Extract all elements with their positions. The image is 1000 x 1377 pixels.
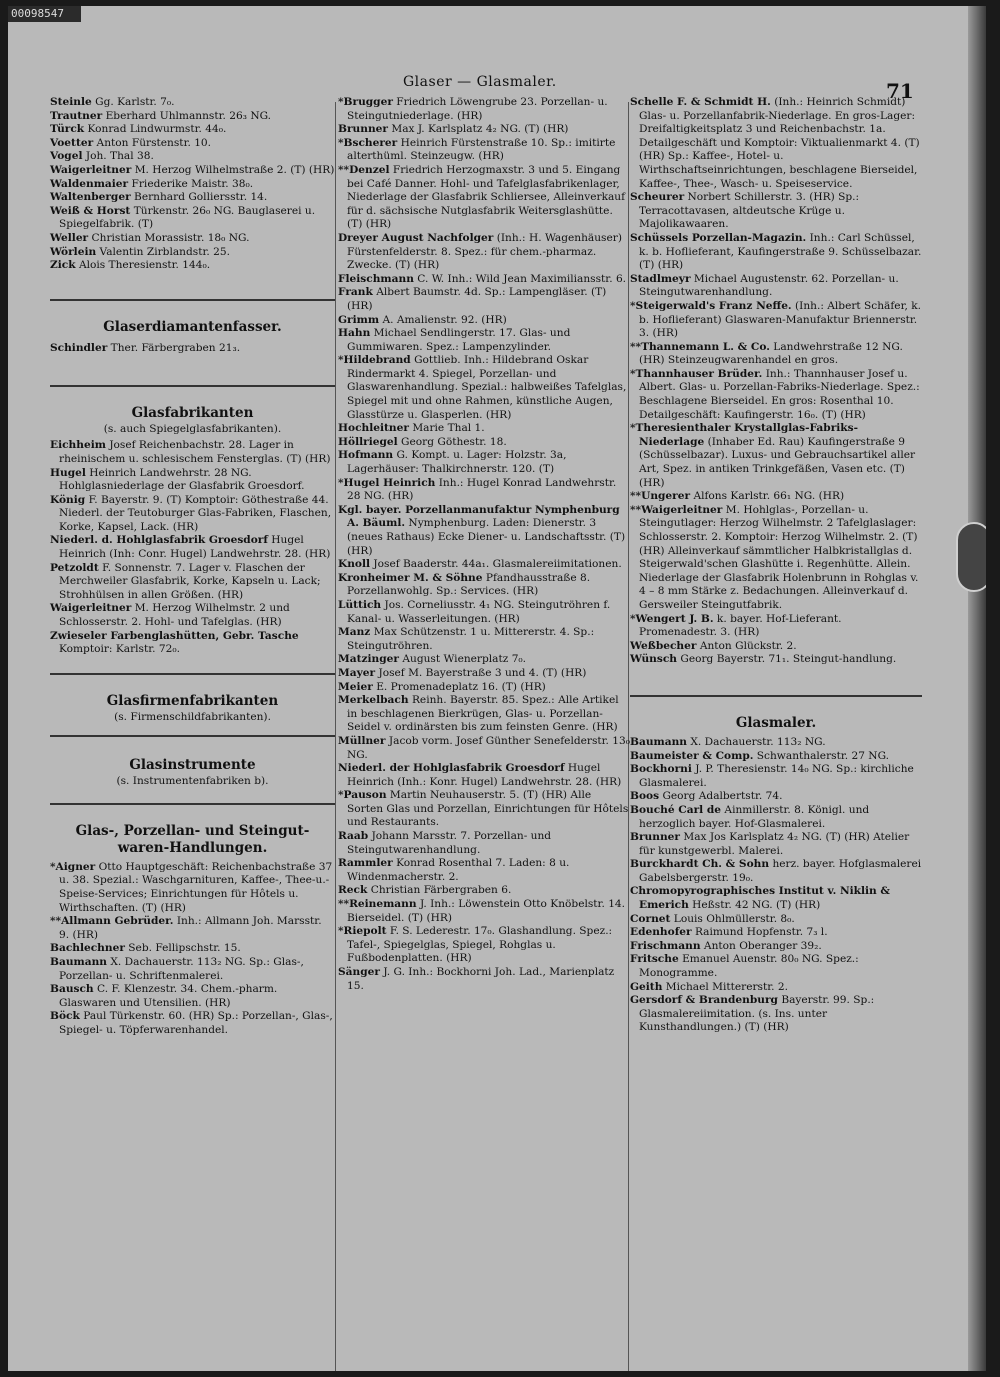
directory-entry <box>50 110 335 124</box>
entry-name: Dreyer August Nachfolger <box>338 231 494 244</box>
entry-name: Rammler <box>338 857 393 870</box>
entry-text: Albert Baumstr. 4d. Sp.: Lampengläser. (T) (HR) <box>347 286 607 312</box>
entry-text: Anton Oberanger 39₂. <box>703 939 822 952</box>
entry-name: Petzoldt <box>50 561 99 574</box>
entry-list <box>50 861 335 1038</box>
entry-name: Baumeister & Comp. <box>630 749 754 762</box>
entry-name: Eichheim <box>50 439 106 452</box>
entry-name: **Thannemann L. & Co. <box>630 340 770 353</box>
directory-entry <box>50 956 335 983</box>
directory-entry <box>338 137 630 164</box>
directory-entry <box>630 885 922 912</box>
entry-text: Konrad Lindwurmstr. 44₀. <box>87 123 227 136</box>
entry-text: M. Hohlglas-, Porzellan- u. Steingutlager: Herzog Wilhelmstr. 2 Tafelglaslager: Schlosserstr. 2. Komptoir: Herzog Wilhelmstr. 2. (T) (HR) Alleinverkauf sämmtlicher Halbkristallglas d. Steigerwald'schen Glashütte i. Regenhütte. Allein. Niederlage der Glasfabrik Holenbrunn in Rohglas v. 4 – 8 mm Stärke z. Bedachungen. Alleinverkauf d. Gersweiler Steingutfabrik. <box>639 503 919 611</box>
directory-entry <box>630 790 922 804</box>
entry-name: Merkelbach <box>338 694 409 707</box>
directory-entry <box>50 534 335 561</box>
directory-entry <box>630 191 922 232</box>
directory-entry <box>50 342 335 356</box>
entry-name: Cornet <box>630 912 671 925</box>
entry-list <box>50 439 335 657</box>
entry-text: August Wienerplatz 7₀. <box>402 653 527 666</box>
directory-entry <box>50 259 335 273</box>
directory-entry <box>338 898 630 925</box>
entry-name: Bausch <box>50 983 94 996</box>
section-note: (s. Instrumentenfabriken b). <box>116 774 269 787</box>
entry-text: Valentin Zirblandstr. 25. <box>99 245 230 258</box>
directory-entry <box>338 667 630 681</box>
entry-name: **Allmann Gebrüder. <box>50 915 174 928</box>
directory-entry <box>630 341 922 368</box>
directory-entry <box>338 762 630 789</box>
directory-entry <box>50 861 335 915</box>
entry-text: Joh. Thal 38. <box>85 150 154 163</box>
section-note: (s. Firmenschildfabrikanten). <box>114 710 271 723</box>
entry-name: Brunner <box>338 123 388 136</box>
entry-text: Raimund Hopfenstr. 7₃ l. <box>694 926 828 939</box>
entry-name: Wörlein <box>50 245 97 258</box>
entry-list <box>630 736 922 1035</box>
entry-text: Gg. Karlstr. 7₀. <box>95 96 175 108</box>
directory-entry <box>630 613 922 640</box>
directory-entry <box>338 273 630 287</box>
directory-entry <box>50 178 335 192</box>
directory-entry <box>50 164 335 178</box>
entry-name: Zick <box>50 259 76 272</box>
directory-entry <box>338 164 630 232</box>
entry-name: *Aigner <box>50 860 96 873</box>
entry-name: Reck <box>338 884 368 897</box>
entry-text: k. bayer. Hof-Lieferant. Promenadestr. 3. (HR) <box>639 612 842 639</box>
entry-name: Schüssels Porzellan-Magazin. <box>630 231 807 244</box>
entry-name: Frischmann <box>630 939 701 952</box>
entry-text: Inh.: Hugel Konrad Landwehrstr. 28 NG. (HR) <box>347 476 617 503</box>
entry-text: F. Bayerstr. 9. (T) Komptoir: Göthestraße 44. Niederl. der Teutoburger Glas-Fabriken, Flaschen, Korke, Kapsel, Lack. (HR) <box>59 493 332 533</box>
entry-text: Emanuel Auenstr. 80₀ NG. Spez.: Monogramme. <box>639 953 859 980</box>
directory-entry <box>338 477 630 504</box>
directory-entry <box>630 504 922 613</box>
entry-name: **Waigerleitner <box>630 503 723 516</box>
entry-text: J. P. Theresienstr. 14₀ NG. Sp.: kirchliche Glasmalerei. <box>639 763 914 789</box>
entry-name: Trautner <box>50 109 103 122</box>
entry-text: Pfandhausstraße 8. Porzellanwohlg. Sp.: Services. (HR) <box>347 571 591 598</box>
entry-name: Chromopyrographisches Institut v. Niklin & Emerich <box>630 885 890 912</box>
directory-entry <box>630 422 922 490</box>
entry-name: Manz <box>338 626 371 639</box>
entry-name: Hofmann <box>338 449 394 462</box>
entry-list <box>338 96 630 993</box>
entry-name: Steinle <box>50 96 92 108</box>
directory-entry <box>50 915 335 942</box>
directory-entry <box>338 572 630 599</box>
directory-entry <box>338 558 630 572</box>
entry-text: Heinrich Fürstenstraße 10. Sp.: imitirte alterthüml. Steinzeugw. (HR) <box>347 136 616 163</box>
entry-text: Georg Adalbertstr. 74. <box>662 790 783 803</box>
section-title-glas-porzellan-steingutwaren: Glas-, Porzellan- und Steingut-waren-Handlungen. <box>75 822 310 856</box>
entry-text: Friedrich Löwengrube 23. Porzellan- u. Steingutniederlage. (HR) <box>347 96 608 122</box>
entry-text: X. Dachauerstr. 113₂ NG. Sp.: Glas-, Porzellan- u. Schriftenmalerei. <box>59 955 304 982</box>
directory-entry <box>338 830 630 857</box>
entry-list <box>50 96 335 273</box>
entry-name: *Steigerwald's Franz Neffe. <box>630 299 792 312</box>
entry-text: M. Herzog Wilhelmstraße 2. (T) (HR) <box>134 163 335 176</box>
column-divider <box>335 102 336 1371</box>
directory-entry <box>630 273 922 300</box>
entry-name: Niederl. der Hohlglasfabrik Groesdorf <box>338 762 565 775</box>
entry-name: Baumann <box>630 735 687 748</box>
entry-name: Stadlmeyr <box>630 272 691 285</box>
directory-entry <box>338 735 630 762</box>
directory-entry <box>338 327 630 354</box>
entry-name: *Thannhauser Brüder. <box>630 367 763 380</box>
entry-text: Türkenstr. 26₀ NG. Bauglaserei u. Spiegelfabrik. (T) <box>59 204 316 231</box>
entry-name: Sänger <box>338 966 380 978</box>
directory-entry <box>630 490 922 504</box>
directory-entry <box>338 653 630 667</box>
entry-text: Georg Bayerstr. 71₁. Steingut-handlung. <box>680 653 897 666</box>
entry-name: Waigerleitner <box>50 163 132 176</box>
entry-name: Geith <box>630 980 663 993</box>
entry-name: Lüttich <box>338 598 382 611</box>
entry-text: Christian Färbergraben 6. <box>370 884 512 897</box>
entry-name: Türck <box>50 123 85 136</box>
entry-text: Michael Mittererstr. 2. <box>665 980 788 993</box>
directory-entry <box>630 96 922 191</box>
directory-entry <box>630 926 922 940</box>
directory-entry <box>338 925 630 966</box>
book-page <box>8 6 986 1371</box>
book-page-edge <box>968 6 986 1371</box>
entry-text: Georg Göthestr. 18. <box>401 435 507 448</box>
entry-name: Knoll <box>338 558 371 571</box>
directory-entry <box>630 232 922 273</box>
entry-text: A. Amalienstr. 92. (HR) <box>382 313 507 326</box>
directory-entry <box>630 300 922 341</box>
entry-text: Inh.: Thannhauser Josef u. Albert. Glas- u. Porzellan-Fabriks-Niederlage. Spez.: Beschlagene Bierseidel. En gros: Rosenthal 10. Detailgeschäft: Kaufingerstr. 16₀. (T) (HR) <box>639 367 920 421</box>
entry-text: Reinh. Bayerstr. 85. Spez.: Alle Artikel in beschlagenen Bierkrügen, Glas- u. Porzellan-Seidel v. ordinärsten bis zum feinsten Genre. (HR) <box>347 694 619 734</box>
entry-text: Alois Theresienstr. 144₀. <box>78 259 211 272</box>
entry-name: Hahn <box>338 327 371 340</box>
entry-list <box>630 96 922 667</box>
entry-name: *Brugger <box>338 96 393 108</box>
entry-name: Kgl. bayer. Porzellanmanufaktur Nymphenburg A. Bäuml. <box>338 503 620 530</box>
directory-entry <box>338 966 630 993</box>
entry-name: Burckhardt Ch. & Sohn <box>630 858 770 871</box>
directory-entry <box>338 504 630 558</box>
directory-entry <box>338 436 630 450</box>
directory-entry <box>338 314 630 328</box>
entry-name: *Wengert J. B. <box>630 612 714 625</box>
entry-name: Schelle F. & Schmidt H. <box>630 96 771 108</box>
entry-text: (Inh.: H. Wagenhäuser) Fürstenfelderstr. 8. Spez.: für chem.-pharmaz. Zwecke. (T) (HR) <box>347 231 622 272</box>
entry-text: Christian Morassistr. 18₀ NG. <box>91 231 250 244</box>
directory-entry <box>338 422 630 436</box>
entry-name: *Hugel Heinrich <box>338 476 436 489</box>
entry-list <box>50 342 335 356</box>
directory-entry <box>338 286 630 313</box>
entry-text: G. Kompt. u. Lager: Holzstr. 3a, Lagerhäuser: Thalkirchnerstr. 120. (T) <box>347 449 567 476</box>
entry-text: (Inhaber Ed. Rau) Kaufingerstraße 9 (Schüsselbazar). Luxus- und Gebrauchsartikel aller Art, Spez. in antiken Trinkgefäßen, Vasen etc. (T) (HR) <box>639 435 916 489</box>
entry-name: Raab <box>338 830 369 843</box>
entry-text: Inh.: Carl Schüssel, k. b. Hoflieferant, Kaufingerstraße 9. Schüsselbazar. (T) (HR) <box>639 231 922 272</box>
entry-name: Edenhofer <box>630 926 692 939</box>
directory-entry <box>50 494 335 535</box>
entry-name: Schindler <box>50 341 108 354</box>
entry-name: Bachlechner <box>50 942 125 955</box>
entry-name: Böck <box>50 1010 80 1023</box>
directory-entry <box>50 232 335 246</box>
entry-text: Louis Ohlmüllerstr. 8₀. <box>673 912 795 925</box>
directory-entry <box>50 562 335 603</box>
column-1 <box>50 96 335 1038</box>
entry-text: Friedrich Herzogmaxstr. 3 und 5. Eingang bei Café Danner. Hohl- und Tafelglasfabrikenlager, Niederlage der Glasfabrik Schliersee, Alleinverkauf für d. sächsische Nutglasfabrik Weitersglashütte. (T) (HR) <box>347 163 626 231</box>
entry-name: Gersdorf & Brandenburg <box>630 994 778 1007</box>
entry-name: Brunner <box>630 831 680 844</box>
directory-entry <box>630 804 922 831</box>
entry-name: Bockhorni <box>630 763 692 776</box>
entry-name: Baumann <box>50 955 107 968</box>
directory-entry <box>338 354 630 422</box>
directory-entry <box>50 123 335 137</box>
directory-entry <box>50 439 335 466</box>
directory-entry <box>50 983 335 1010</box>
entry-name: *Pauson <box>338 789 387 802</box>
entry-text: Josef Baaderstr. 44a₁. Glasmalereiimitationen. <box>373 558 622 571</box>
directory-entry <box>338 681 630 695</box>
entry-text: Max Schützenstr. 1 u. Mittererstr. 4. Sp.: Steingutröhren. <box>347 626 595 652</box>
entry-text: M. Herzog Wilhelmstr. 2 und Schlosserstr. 2. Hohl- und Tafelglas. (HR) <box>59 602 290 629</box>
entry-name: *Hildebrand <box>338 354 411 367</box>
directory-entry <box>630 953 922 980</box>
entry-name: Frank <box>338 286 373 299</box>
entry-text: Paul Türkenstr. 60. (HR) Sp.: Porzellan-, Glas-, Spiegel- u. Töpferwarenhandel. <box>59 1010 333 1036</box>
entry-name: Weller <box>50 231 89 244</box>
entry-text: Marie Thal 1. <box>412 422 485 435</box>
directory-entry <box>338 789 630 830</box>
entry-text: C. F. Klenzestr. 34. Chem.-pharm. Glaswaren und Utensilien. (HR) <box>59 983 278 1009</box>
entry-name: *Bscherer <box>338 136 398 149</box>
directory-entry <box>630 750 922 764</box>
entry-name: Zwieseler Farbenglashütten, Gebr. Tasche <box>50 629 299 642</box>
entry-text: Max Jos Karlsplatz 4₂ NG. (T) (HR) Atelier für kunstgewerbl. Malerei. <box>639 831 910 857</box>
entry-name: Mayer <box>338 666 376 679</box>
section-title-glasinstrumente: Glasinstrumente <box>129 756 256 773</box>
entry-text: Nymphenburg. Laden: Dienerstr. 3 (neues Rathaus) Ecke Diener- u. Landschaftsstr. (T) (HR) <box>347 517 626 557</box>
entry-name: Voetter <box>50 136 94 149</box>
directory-entry <box>50 1010 335 1037</box>
entry-name: *Theresienthaler Krystallglas-Fabriks-Niederlage <box>630 422 859 448</box>
entry-text: Heinrich Landwehrstr. 28 NG. Hohlglasniederlage der Glasfabrik Groesdorf. <box>59 466 305 493</box>
entry-text: Alfons Karlstr. 66₁ NG. (HR) <box>693 490 845 503</box>
entry-text: Michael Sendlingerstr. 17. Glas- und Gummiwaren. Spez.: Lampenzylinder. <box>347 327 571 353</box>
entry-text: Bernhard Golliersstr. 14. <box>134 191 268 204</box>
directory-entry <box>338 694 630 735</box>
entry-name: Wünsch <box>630 653 677 666</box>
entry-text: Jos. Corneliusstr. 4₁ NG. Steingutröhren f. Kanal- u. Wasserleitungen. (HR) <box>347 598 611 625</box>
entry-name: Fritsche <box>630 953 679 966</box>
scan-id: 00098547 <box>8 6 81 22</box>
entry-name: Scheurer <box>630 191 685 204</box>
entry-text: Hugel Heinrich (Inh.: Konr. Hugel) Landwehrstr. 28. (HR) <box>347 762 622 788</box>
entry-text: Inh.: Allmann Joh. Marsstr. 9. (HR) <box>59 915 322 941</box>
page-number: 71 <box>886 79 914 103</box>
directory-entry <box>338 626 630 653</box>
entry-text: Ainmillerstr. 8. Königl. und herzoglich bayer. Hof-Glasmalerei. <box>639 803 870 830</box>
entry-text: Seb. Fellipschstr. 15. <box>128 942 241 955</box>
entry-name: **Ungerer <box>630 490 691 503</box>
entry-text: Schwanthalerstr. 27 NG. <box>756 749 890 762</box>
directory-entry <box>338 123 630 137</box>
column-2 <box>338 96 630 993</box>
entry-name: Kronheimer M. & Söhne <box>338 571 483 584</box>
entry-text: Otto Hauptgeschäft: Reichenbachstraße 37 u. 38. Spezial.: Waschgarnituren, Kaffee-, Thee-u.-Speise-Services; Einrichtungen für Hôtels u. Wirthschaften. (T) (HR) <box>59 860 333 914</box>
directory-entry <box>50 150 335 164</box>
entry-text: Josef Reichenbachstr. 28. Lager in rheinischem u. schlesischem Fensterglas. (T) (HR) <box>59 439 331 465</box>
entry-text: F. S. Lederestr. 17₀. Glashandlung. Spez.: Tafel-, Spiegelglas, Spiegel, Rohglas u. Fußbodenplatten. (HR) <box>347 925 613 965</box>
entry-name: Weßbecher <box>630 639 697 652</box>
entry-name: **Reinemann <box>338 898 417 911</box>
directory-entry <box>630 940 922 954</box>
entry-text: Anton Glückstr. 2. <box>699 639 797 652</box>
directory-entry <box>338 857 630 884</box>
section-title-glaserdiamantenfasser: Glaserdiamantenfasser. <box>103 318 282 335</box>
directory-entry <box>630 913 922 927</box>
entry-name: Waldenmaier <box>50 177 129 190</box>
directory-entry <box>338 232 630 273</box>
section-note: (s. auch Spiegelglasfabrikanten). <box>103 423 282 436</box>
entry-text: herz. bayer. Hofglasmalerei Gabelsbergerstr. 19₀. <box>639 858 922 884</box>
section-title-glasmaler: Glasmaler. <box>735 714 817 731</box>
directory-entry <box>630 858 922 885</box>
entry-name: *Riepolt <box>338 925 387 938</box>
entry-name: König <box>50 493 86 506</box>
directory-entry <box>630 640 922 654</box>
entry-text: Johann Marsstr. 7. Porzellan- und Steingutwarenhandlung. <box>347 830 552 856</box>
entry-name: Hugel <box>50 466 86 479</box>
entry-text: Anton Fürstenstr. 10. <box>96 136 212 149</box>
entry-text: J. G. Inh.: Bockhorni Joh. Lad., Marienplatz 15. <box>347 966 615 992</box>
entry-name: Boos <box>630 790 660 803</box>
entry-text: J. Inh.: Löwenstein Otto Knöbelstr. 14. Bierseidel. (T) (HR) <box>347 898 626 924</box>
entry-text: Friederike Maistr. 38₀. <box>131 177 254 190</box>
directory-entry <box>50 246 335 260</box>
entry-text: C. W. Inh.: Wild Jean Maximiliansstr. 6. <box>417 272 627 285</box>
directory-entry <box>338 449 630 476</box>
directory-entry <box>630 981 922 995</box>
entry-name: Müllner <box>338 734 386 747</box>
directory-entry <box>630 831 922 858</box>
entry-text: Michael Augustenstr. 62. Porzellan- u. Steingutwarenhandlung. <box>639 272 899 299</box>
index-tab <box>956 522 986 592</box>
entry-name: Bouché Carl de <box>630 803 722 816</box>
directory-entry <box>338 599 630 626</box>
directory-entry <box>50 96 335 110</box>
entry-name: Höllriegel <box>338 435 398 448</box>
directory-entry <box>50 942 335 956</box>
directory-entry <box>630 994 922 1035</box>
entry-text: Komptoir: Karlstr. 72₀. <box>59 643 180 656</box>
directory-entry <box>630 736 922 750</box>
entry-name: Hochleitner <box>338 422 409 435</box>
entry-text: (Inh.: Albert Schäfer, k. b. Hoflieferant) Glaswaren-Manufaktur Briennerstr. 3. (HR) <box>639 299 921 340</box>
entry-text: Bayerstr. 99. Sp.: Glasmalereiimitation. (s. Ins. unter Kunsthandlungen.) (T) (HR) <box>639 994 875 1034</box>
entry-text: Martin Neuhauserstr. 5. (T) (HR) Alle Sorten Glas und Porzellan, Einrichtungen für Hôtels und Restaurants. <box>347 789 629 829</box>
entry-text: Josef M. Bayerstraße 3 und 4. (T) (HR) <box>378 666 587 679</box>
directory-entry <box>630 763 922 790</box>
directory-entry <box>630 368 922 422</box>
entry-name: Niederl. d. Hohlglasfabrik Groesdorf <box>50 534 268 547</box>
entry-text: Gottlieb. Inh.: Hildebrand Oskar Rindermarkt 4. Spiegel, Porzellan- und Glaswarenhandlung. Spezial.: halbweißes Tafelglas, Spiegel mit und ohne Rahmen, künstliche Augen, Glasstürze u. Glasperlen. (HR) <box>347 354 627 421</box>
directory-entry <box>50 467 335 494</box>
entry-name: Fleischmann <box>338 272 414 285</box>
entry-text: Eberhard Uhlmannstr. 26₃ NG. <box>105 109 272 122</box>
directory-entry <box>630 653 922 667</box>
entry-text: Hugel Heinrich (Inh: Conr. Hugel) Landwehrstr. 28. (HR) <box>59 534 331 561</box>
section-title-glasfirmenfabrikanten: Glasfirmenfabrikanten <box>106 692 279 709</box>
entry-name: Weiß & Horst <box>50 204 131 217</box>
directory-entry <box>50 205 335 232</box>
entry-text: X. Dachauerstr. 113₂ NG. <box>690 735 826 748</box>
entry-text: Heßstr. 42 NG. (T) (HR) <box>692 899 821 912</box>
directory-entry <box>50 191 335 205</box>
directory-entry <box>338 884 630 898</box>
entry-name: Meier <box>338 680 373 693</box>
entry-text: F. Sonnenstr. 7. Lager v. Flaschen der Merchweiler Glasfabrik, Korke, Kapseln u. Lack; Strohhülsen in allen Größen. (HR) <box>59 561 321 601</box>
entry-text: Konrad Rosenthal 7. Laden: 8 u. Windenmacherstr. 2. <box>347 857 570 883</box>
directory-entry <box>50 602 335 629</box>
entry-name: Grimm <box>338 313 380 326</box>
entry-text: Jacob vorm. Josef Günther Senefelderstr. 13₀ NG. <box>347 734 630 761</box>
directory-entry <box>50 137 335 151</box>
entry-name: Vogel <box>50 150 83 163</box>
entry-name: Waltenberger <box>50 191 131 204</box>
entry-text: (Inh.: Heinrich Schmidt) Glas- u. Porzellanfabrik-Niederlage. En gros-Lager: Dreifaltigkeitsplatz 3 und Reichenbachstr. 1a. Detailgeschäft und Komptoir: Viktualienmarkt 4. (T) (HR) Sp.: Kaffee-, Hotel- u. Wirthschaftseinrichtungen, beschlagene Bierseidel, Kaffee-, Thee-, Wasch- u. Speiseservice. <box>639 96 920 190</box>
entry-name: Matzinger <box>338 653 399 666</box>
entry-text: E. Promenadeplatz 16. (T) (HR) <box>376 680 546 693</box>
section-title-glasfabrikanten: Glasfabrikanten <box>131 405 254 422</box>
column-3 <box>630 96 922 1035</box>
page-header-title: Glaser — Glasmaler. <box>403 74 557 90</box>
entry-text: Ther. Färbergraben 21₃. <box>110 341 241 354</box>
entry-text: Landwehrstraße 12 NG. (HR) Steinzeugwarenhandel en gros. <box>639 340 903 367</box>
entry-text: Norbert Schillerstr. 3. (HR) Sp.: Terracottavasen, altdeutsche Krüge u. Majolikawaaren. <box>639 191 860 231</box>
entry-name: **Denzel <box>338 163 390 176</box>
entry-text: Max J. Karlsplatz 4₂ NG. (T) (HR) <box>391 123 569 136</box>
directory-entry <box>50 630 335 657</box>
entry-name: Waigerleitner <box>50 602 132 615</box>
directory-entry <box>338 96 630 123</box>
